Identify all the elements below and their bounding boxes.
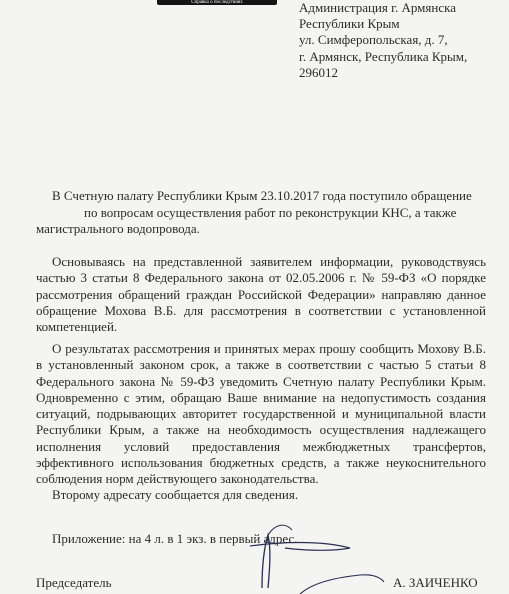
address-line-4: г. Армянск, Республика Крым, bbox=[299, 48, 468, 64]
paragraph-request: О результатах рассмотрения и принятых мерах прошу сообщить Мохову В.Б. в установленный законом срок, а также в соответствии с частью 5 статьи 8 Федерального закона № 59-ФЗ уведомить Счетную палату Республики Крым. Одновременно с этим, обращаю Ваше внимание на недопустимость создания ситуаций, подрывающих авторитет государственной и муниципальной власти Республики Крым, а также на необходимость осуществления надлежащего исполнения условий предоставления межбюджетных трансфертов, эффективного использования бюджетных средств, а также неукоснительного соблюдения норм действующего законодательства. bbox=[36, 341, 486, 487]
paragraph-second-addressee: Второму адресату сообщается для сведения. bbox=[52, 487, 299, 502]
address-line-3: ул. Симферопольская, д. 7, bbox=[299, 32, 448, 48]
address-line-1: Администрация г. Армянска bbox=[299, 0, 457, 15]
para1-line1: В Счетную палату Республики Крым 23.10.2017 года поступило обращение bbox=[52, 188, 472, 203]
para1-line3: магистрального водопровода. bbox=[36, 221, 200, 236]
para1-line2: по вопросам осуществления работ по реконструкции КНС, а также bbox=[84, 205, 457, 220]
address-line-2: Республики Крым bbox=[299, 16, 400, 32]
signer-name: А. ЗАИЧЕНКО bbox=[393, 575, 478, 590]
signer-title: Председатель bbox=[36, 575, 112, 590]
paragraph-forwarding: Основываясь на представленной заявителем информации, руководствуясь частью 3 статьи 8 Федерального закона от 02.05.2006 г. № 59-ФЗ «О порядке рассмотрения обращений граждан Российской Федерации» направляю данное обращение Мохова В.Б. для рассмотрения в соответствии с установленной компетенцией. bbox=[36, 254, 486, 335]
top-tab[interactable]: Справка о последствиях bbox=[157, 0, 277, 5]
address-line-5: 296012 bbox=[299, 64, 338, 80]
attachment-line: Приложение: на 4 л. в 1 экз. в первый адрес. bbox=[52, 531, 298, 546]
